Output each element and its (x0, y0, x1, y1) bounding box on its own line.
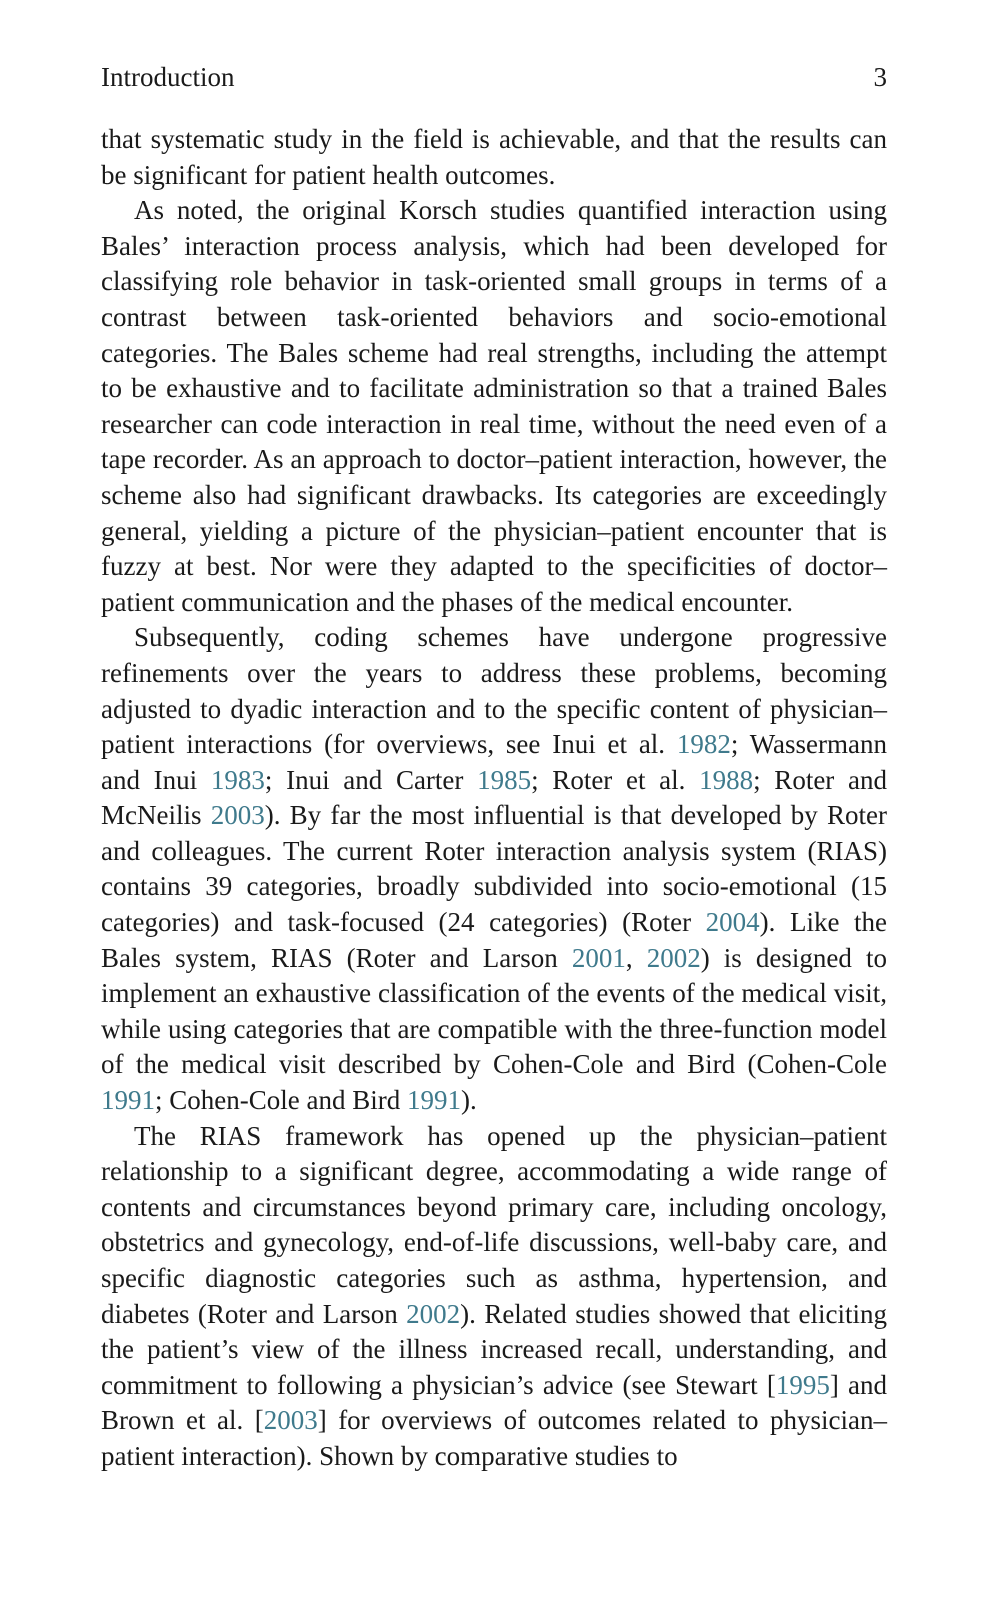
citation-link[interactable]: 1983 (210, 764, 265, 795)
paragraph-text: ; Roter and McNeilis (101, 764, 887, 831)
paragraph-text: As noted, the original Korsch studies quantified interaction using Bales’ interaction process analysis, which had been developed for classifying role behavior in task-oriented small groups in terms of a contrast between task-oriented behaviors and socio-emotional categories. The Bales scheme had real strengths, including the attempt to be exhaustive and to facilitate administration so that a trained Bales researcher can code interaction in real time, without the need even of a tape recorder. As an approach to doctor–patient interaction, however, the scheme also had significant drawbacks. Its categories are exceedingly general, yielding a picture of the physician–patient encounter that is fuzzy at best. Nor were they adapted to the specificities of doctor–patient communication and the phases of the medical encounter. (101, 195, 887, 617)
running-header (101, 62, 887, 93)
paragraph-text: that systematic study in the field is achievable, and that the results can be significant for patient health outcomes. (101, 124, 887, 190)
paragraph (101, 122, 887, 193)
paragraph-text: , (625, 942, 647, 973)
citation-link[interactable]: 2003 (263, 1405, 318, 1436)
paragraph-text: ). By far the most influential is that developed by Roter and colleagues. The current Roter interaction analysis system (RIAS) contains 39 categories, broadly subdivided into socio-emotional (15 categories) and task-focused (24 categories) (Roter (101, 800, 887, 938)
paragraph-text: ). Related studies showed that eliciting the patient’s view of the illness increased recall, understanding, and commitment to following a physician’s advice (see Stewart [ (101, 1298, 887, 1400)
citation-link[interactable]: 1991 (101, 1085, 155, 1116)
citation-link[interactable]: 1985 (477, 764, 532, 795)
paragraph-text: ] and Brown et al. [ (101, 1369, 887, 1436)
citation-link[interactable]: 1982 (676, 729, 731, 760)
paragraph-text: ; Roter et al. (531, 764, 700, 795)
paragraph-text: ). Like the Bales system, RIAS (Roter and Larson (101, 907, 887, 973)
paragraph (101, 1119, 887, 1475)
citation-link[interactable]: 2002 (406, 1298, 461, 1329)
page-number: 3 (873, 62, 887, 92)
paragraph-text: The RIAS framework has opened up the physician–patient relationship to a significant degree, accommodating a wide range of contents and circumstances beyond primary care, including oncology, obstetrics and gynecology, end-of-life discussions, well-baby care, and specific diagnostic categories such as asthma, hypertension, and diabetes (Roter and Larson (101, 1120, 887, 1329)
paragraph (101, 620, 887, 1118)
paragraph (101, 193, 887, 620)
citation-link[interactable]: 1988 (699, 764, 754, 795)
paragraph-text: Subsequently, coding schemes have undergone progressive refinements over the years to address these problems, becoming adjusted to dyadic interaction and to the specific content of physician–patient interactions (for overviews, see Inui et al. (101, 622, 887, 760)
citation-link[interactable]: 2003 (210, 800, 265, 831)
citation-link[interactable]: 2001 (571, 942, 626, 973)
paragraph-text: ] for overviews of outcomes related to physician–patient interaction). Shown by comparative studies to (101, 1405, 887, 1471)
citation-link[interactable]: 1995 (775, 1369, 830, 1400)
citation-link[interactable]: 2004 (705, 907, 760, 938)
paragraph-text: ) is designed to implement an exhaustive classification of the events of the medical visit, while using categories that are compatible with the three-function model of the medical visit described by Cohen-Cole and Bird (Cohen-Cole (101, 942, 888, 1080)
paragraph-text: ; Cohen-Cole and Bird (155, 1085, 407, 1116)
running-title: Introduction (101, 62, 235, 92)
citation-link[interactable]: 2002 (646, 942, 701, 973)
paragraph-text: ; Wassermann and Inui (101, 729, 888, 795)
citation-link[interactable]: 1991 (406, 1085, 461, 1116)
body-text (101, 122, 887, 1475)
paragraph-text: ; Inui and Carter (264, 764, 478, 795)
paragraph-text: ). (460, 1085, 477, 1116)
